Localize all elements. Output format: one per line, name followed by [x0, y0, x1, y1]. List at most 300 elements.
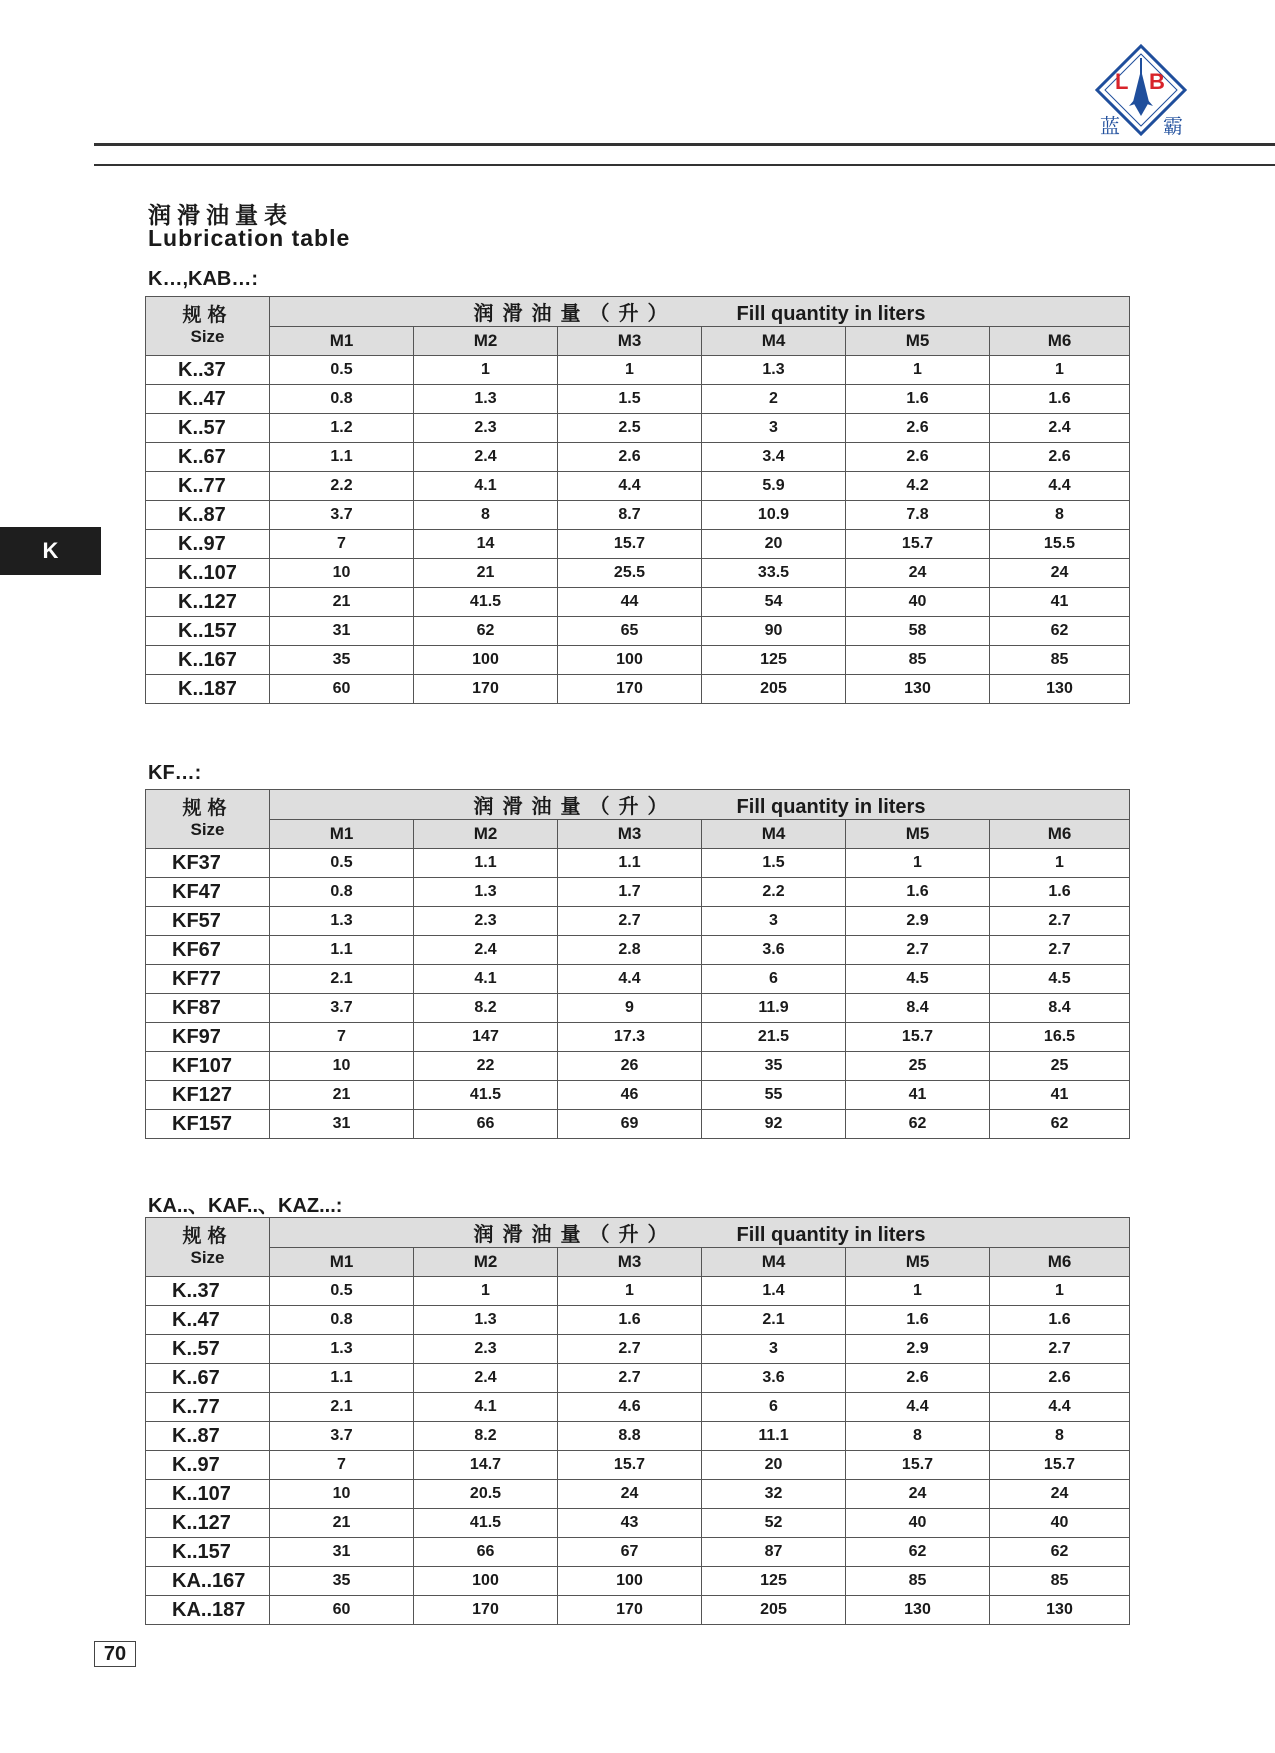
fill-quantity-header-en: Fill quantity in liters: [736, 1224, 926, 1246]
fill-quantity-cell: 7: [270, 1451, 414, 1480]
fill-quantity-cell: 10.9: [702, 501, 846, 530]
size-cell: K..187: [146, 675, 270, 704]
table-row: [146, 501, 1130, 530]
size-cell: K..127: [146, 588, 270, 617]
fill-quantity-cell: 1: [414, 356, 558, 385]
fill-quantity-cell: 2.4: [414, 443, 558, 472]
mounting-position-header: M1: [270, 1248, 414, 1277]
fill-quantity-cell: 4.1: [414, 965, 558, 994]
fill-quantity-cell: 8: [990, 1422, 1130, 1451]
fill-quantity-cell: 54: [702, 588, 846, 617]
fill-quantity-cell: 62: [990, 617, 1130, 646]
mounting-position-header: M6: [990, 327, 1130, 356]
mounting-position-header: M6: [990, 820, 1130, 849]
table-row: [146, 1480, 1130, 1509]
table-row: [146, 1023, 1130, 1052]
table-row: [146, 559, 1130, 588]
fill-quantity-header: [270, 297, 1130, 327]
fill-quantity-cell: 15.5: [990, 530, 1130, 559]
page-title-en: Lubrication table: [148, 225, 351, 251]
fill-quantity-cell: 4.1: [414, 1393, 558, 1422]
size-cell: K..77: [146, 1393, 270, 1422]
size-cell: KF47: [146, 878, 270, 907]
fill-quantity-cell: 24: [990, 559, 1130, 588]
fill-quantity-cell: 2.1: [270, 965, 414, 994]
fill-quantity-cell: 1.1: [558, 849, 702, 878]
fill-quantity-cell: 40: [990, 1509, 1130, 1538]
fill-quantity-cell: 10: [270, 1480, 414, 1509]
fill-quantity-cell: 3.6: [702, 1364, 846, 1393]
size-cell: K..67: [146, 443, 270, 472]
size-cell: K..57: [146, 1335, 270, 1364]
fill-quantity-cell: 8.8: [558, 1422, 702, 1451]
size-cell: K..97: [146, 1451, 270, 1480]
table-row: [146, 617, 1130, 646]
fill-quantity-cell: 2.3: [414, 907, 558, 936]
size-cell: K..37: [146, 356, 270, 385]
fill-quantity-cell: 205: [702, 1596, 846, 1625]
fill-quantity-cell: 147: [414, 1023, 558, 1052]
mounting-position-header: M3: [558, 327, 702, 356]
logo-letter-b: B: [1149, 69, 1165, 94]
fill-quantity-cell: 130: [990, 675, 1130, 704]
fill-quantity-cell: 7: [270, 1023, 414, 1052]
fill-quantity-cell: 1.1: [270, 936, 414, 965]
fill-quantity-cell: 22: [414, 1052, 558, 1081]
mounting-position-header: M2: [414, 1248, 558, 1277]
fill-quantity-cell: 66: [414, 1538, 558, 1567]
fill-quantity-cell: 31: [270, 617, 414, 646]
fill-quantity-cell: 0.8: [270, 1306, 414, 1335]
fill-quantity-cell: 1.3: [414, 385, 558, 414]
fill-quantity-cell: 2.8: [558, 936, 702, 965]
fill-quantity-cell: 25.5: [558, 559, 702, 588]
table-row: [146, 907, 1130, 936]
fill-quantity-cell: 87: [702, 1538, 846, 1567]
table-row: [146, 472, 1130, 501]
size-cell: K..87: [146, 501, 270, 530]
fill-quantity-cell: 20: [702, 530, 846, 559]
size-header-cn: 规格: [182, 797, 233, 819]
fill-quantity-cell: 1.6: [990, 1306, 1130, 1335]
fill-quantity-cell: 1.7: [558, 878, 702, 907]
mounting-position-header: M3: [558, 1248, 702, 1277]
fill-quantity-cell: 8.2: [414, 994, 558, 1023]
fill-quantity-cell: 62: [990, 1110, 1130, 1139]
fill-quantity-cell: 1.2: [270, 414, 414, 443]
fill-quantity-cell: 1.3: [270, 907, 414, 936]
fill-quantity-cell: 1.6: [846, 385, 990, 414]
fill-quantity-cell: 170: [558, 675, 702, 704]
fill-quantity-cell: 25: [990, 1052, 1130, 1081]
fill-quantity-cell: 41: [846, 1081, 990, 1110]
fill-quantity-cell: 21: [270, 1081, 414, 1110]
fill-quantity-cell: 21: [270, 588, 414, 617]
fill-quantity-cell: 3.6: [702, 936, 846, 965]
table-row: [146, 1277, 1130, 1306]
fill-quantity-cell: 2.9: [846, 1335, 990, 1364]
size-cell: K..167: [146, 646, 270, 675]
table-3-label: KA..、KAF..、KAZ...:: [148, 1195, 343, 1217]
lubrication-table-ka-kaf-kaz: [145, 1217, 1130, 1625]
size-cell: K..157: [146, 617, 270, 646]
mounting-position-header: M2: [414, 327, 558, 356]
fill-quantity-cell: 1: [558, 356, 702, 385]
fill-quantity-cell: 1.6: [846, 878, 990, 907]
fill-quantity-cell: 3.7: [270, 994, 414, 1023]
fill-quantity-cell: 5.9: [702, 472, 846, 501]
fill-quantity-cell: 2.6: [846, 414, 990, 443]
mounting-position-header: M3: [558, 820, 702, 849]
fill-quantity-header: [270, 790, 1130, 820]
table-row: [146, 675, 1130, 704]
fill-quantity-cell: 44: [558, 588, 702, 617]
size-cell: K..107: [146, 1480, 270, 1509]
fill-quantity-cell: 6: [702, 965, 846, 994]
fill-quantity-cell: 46: [558, 1081, 702, 1110]
fill-quantity-cell: 2.7: [990, 936, 1130, 965]
fill-quantity-cell: 1.1: [270, 443, 414, 472]
fill-quantity-header-en: Fill quantity in liters: [736, 303, 926, 325]
table-row: [146, 936, 1130, 965]
fill-quantity-cell: 100: [414, 646, 558, 675]
fill-quantity-cell: 3: [702, 1335, 846, 1364]
fill-quantity-cell: 26: [558, 1052, 702, 1081]
section-tab-k: K: [0, 527, 101, 575]
fill-quantity-cell: 90: [702, 617, 846, 646]
size-cell: KF37: [146, 849, 270, 878]
fill-quantity-cell: 8: [846, 1422, 990, 1451]
size-header-cn: 规格: [182, 304, 233, 326]
fill-quantity-cell: 21.5: [702, 1023, 846, 1052]
fill-quantity-cell: 2.3: [414, 1335, 558, 1364]
fill-quantity-cell: 1.6: [990, 878, 1130, 907]
fill-quantity-cell: 0.5: [270, 1277, 414, 1306]
fill-quantity-cell: 2.6: [990, 443, 1130, 472]
fill-quantity-cell: 4.1: [414, 472, 558, 501]
table-row: [146, 849, 1130, 878]
mounting-position-header: M5: [846, 327, 990, 356]
fill-quantity-cell: 130: [990, 1596, 1130, 1625]
fill-quantity-cell: 9: [558, 994, 702, 1023]
fill-quantity-header-cn: 润滑油量（升）: [473, 794, 677, 818]
fill-quantity-cell: 1: [990, 849, 1130, 878]
fill-quantity-cell: 8.4: [990, 994, 1130, 1023]
size-cell: KF107: [146, 1052, 270, 1081]
fill-quantity-cell: 1.5: [558, 385, 702, 414]
size-cell: KF77: [146, 965, 270, 994]
fill-quantity-cell: 0.5: [270, 849, 414, 878]
fill-quantity-cell: 1.3: [270, 1335, 414, 1364]
size-cell: K..157: [146, 1538, 270, 1567]
fill-quantity-cell: 10: [270, 1052, 414, 1081]
fill-quantity-cell: 31: [270, 1110, 414, 1139]
fill-quantity-cell: 170: [558, 1596, 702, 1625]
fill-quantity-cell: 4.5: [846, 965, 990, 994]
fill-quantity-cell: 2: [702, 385, 846, 414]
fill-quantity-cell: 4.4: [558, 965, 702, 994]
fill-quantity-cell: 20.5: [414, 1480, 558, 1509]
size-cell: K..87: [146, 1422, 270, 1451]
fill-quantity-header-cn: 润滑油量（升）: [473, 1222, 677, 1246]
size-column-header: [146, 1218, 270, 1277]
size-cell: KA..167: [146, 1567, 270, 1596]
table-row: [146, 1596, 1130, 1625]
size-cell: K..67: [146, 1364, 270, 1393]
fill-quantity-cell: 11.9: [702, 994, 846, 1023]
fill-quantity-cell: 0.8: [270, 878, 414, 907]
fill-quantity-cell: 3: [702, 907, 846, 936]
fill-quantity-cell: 35: [702, 1052, 846, 1081]
size-cell: K..107: [146, 559, 270, 588]
fill-quantity-cell: 69: [558, 1110, 702, 1139]
fill-quantity-cell: 2.7: [558, 1364, 702, 1393]
table-row: [146, 1081, 1130, 1110]
fill-quantity-cell: 35: [270, 646, 414, 675]
fill-quantity-cell: 2.7: [990, 1335, 1130, 1364]
table-row: [146, 1567, 1130, 1596]
table-row: [146, 878, 1130, 907]
fill-quantity-cell: 2.6: [558, 443, 702, 472]
fill-quantity-cell: 2.4: [414, 1364, 558, 1393]
fill-quantity-cell: 1.3: [414, 878, 558, 907]
fill-quantity-cell: 100: [558, 1567, 702, 1596]
table-row: [146, 1110, 1130, 1139]
fill-quantity-cell: 20: [702, 1451, 846, 1480]
fill-quantity-cell: 100: [558, 646, 702, 675]
fill-quantity-cell: 125: [702, 646, 846, 675]
fill-quantity-cell: 8.2: [414, 1422, 558, 1451]
fill-quantity-cell: 7: [270, 530, 414, 559]
fill-quantity-cell: 15.7: [846, 1451, 990, 1480]
table-row: [146, 443, 1130, 472]
table-row: [146, 1335, 1130, 1364]
table-row: [146, 414, 1130, 443]
fill-quantity-cell: 1.3: [702, 356, 846, 385]
mounting-position-header: M1: [270, 820, 414, 849]
size-cell: K..47: [146, 385, 270, 414]
fill-quantity-cell: 8.7: [558, 501, 702, 530]
table-row: [146, 530, 1130, 559]
header-rule-top: [94, 143, 1275, 146]
fill-quantity-cell: 33.5: [702, 559, 846, 588]
mounting-position-header: M5: [846, 820, 990, 849]
fill-quantity-cell: 40: [846, 1509, 990, 1538]
fill-quantity-cell: 4.4: [846, 1393, 990, 1422]
fill-quantity-cell: 55: [702, 1081, 846, 1110]
fill-quantity-cell: 125: [702, 1567, 846, 1596]
fill-quantity-cell: 2.3: [414, 414, 558, 443]
fill-quantity-cell: 41.5: [414, 588, 558, 617]
fill-quantity-cell: 14.7: [414, 1451, 558, 1480]
fill-quantity-cell: 17.3: [558, 1023, 702, 1052]
fill-quantity-cell: 15.7: [990, 1451, 1130, 1480]
fill-quantity-cell: 1.5: [702, 849, 846, 878]
fill-quantity-cell: 1: [990, 1277, 1130, 1306]
fill-quantity-cell: 24: [846, 559, 990, 588]
mounting-position-header: M4: [702, 820, 846, 849]
fill-quantity-cell: 32: [702, 1480, 846, 1509]
size-cell: KF157: [146, 1110, 270, 1139]
fill-quantity-cell: 2.6: [846, 1364, 990, 1393]
fill-quantity-cell: 205: [702, 675, 846, 704]
size-cell: K..47: [146, 1306, 270, 1335]
size-cell: KF57: [146, 907, 270, 936]
fill-quantity-cell: 3.7: [270, 501, 414, 530]
size-cell: K..37: [146, 1277, 270, 1306]
fill-quantity-cell: 0.5: [270, 356, 414, 385]
table-row: [146, 1451, 1130, 1480]
fill-quantity-cell: 60: [270, 1596, 414, 1625]
fill-quantity-cell: 65: [558, 617, 702, 646]
fill-quantity-cell: 85: [846, 646, 990, 675]
fill-quantity-cell: 4.5: [990, 965, 1130, 994]
fill-quantity-cell: 4.4: [558, 472, 702, 501]
fill-quantity-cell: 43: [558, 1509, 702, 1538]
fill-quantity-cell: 4.4: [990, 472, 1130, 501]
fill-quantity-cell: 41.5: [414, 1081, 558, 1110]
fill-quantity-cell: 2.2: [270, 472, 414, 501]
fill-quantity-cell: 170: [414, 1596, 558, 1625]
fill-quantity-cell: 1.3: [414, 1306, 558, 1335]
fill-quantity-cell: 7.8: [846, 501, 990, 530]
fill-quantity-cell: 2.7: [558, 1335, 702, 1364]
fill-quantity-cell: 170: [414, 675, 558, 704]
fill-quantity-cell: 24: [990, 1480, 1130, 1509]
fill-quantity-cell: 15.7: [558, 530, 702, 559]
fill-quantity-cell: 85: [990, 1567, 1130, 1596]
fill-quantity-cell: 100: [414, 1567, 558, 1596]
fill-quantity-cell: 1.1: [270, 1364, 414, 1393]
fill-quantity-cell: 1: [846, 1277, 990, 1306]
size-column-header: [146, 790, 270, 849]
logo-cn-right: 霸: [1163, 114, 1183, 138]
table-row: [146, 994, 1130, 1023]
mounting-position-header: M4: [702, 1248, 846, 1277]
fill-quantity-cell: 1.1: [414, 849, 558, 878]
fill-quantity-cell: 6: [702, 1393, 846, 1422]
fill-quantity-cell: 3: [702, 414, 846, 443]
fill-quantity-cell: 31: [270, 1538, 414, 1567]
fill-quantity-cell: 41: [990, 1081, 1130, 1110]
table-row: [146, 1393, 1130, 1422]
table-2-label: KF…:: [148, 762, 202, 784]
fill-quantity-cell: 2.2: [702, 878, 846, 907]
fill-quantity-cell: 66: [414, 1110, 558, 1139]
size-cell: K..77: [146, 472, 270, 501]
fill-quantity-cell: 24: [558, 1480, 702, 1509]
logo-letter-l: L: [1115, 69, 1129, 94]
fill-quantity-cell: 0.8: [270, 385, 414, 414]
fill-quantity-header-en: Fill quantity in liters: [736, 796, 926, 818]
fill-quantity-cell: 10: [270, 559, 414, 588]
table-row: [146, 646, 1130, 675]
fill-quantity-cell: 2.9: [846, 907, 990, 936]
fill-quantity-cell: 62: [990, 1538, 1130, 1567]
fill-quantity-cell: 15.7: [846, 1023, 990, 1052]
size-cell: KF97: [146, 1023, 270, 1052]
table-row: [146, 385, 1130, 414]
fill-quantity-cell: 24: [846, 1480, 990, 1509]
table-row: [146, 1306, 1130, 1335]
fill-quantity-cell: 2.7: [558, 907, 702, 936]
fill-quantity-cell: 4.4: [990, 1393, 1130, 1422]
fill-quantity-cell: 8: [990, 501, 1130, 530]
fill-quantity-header-cn: 润滑油量（升）: [473, 301, 677, 325]
size-header-en: Size: [190, 1248, 225, 1267]
fill-quantity-cell: 67: [558, 1538, 702, 1567]
table-row: [146, 1422, 1130, 1451]
fill-quantity-cell: 8.4: [846, 994, 990, 1023]
logo-cn-left: 蓝: [1100, 114, 1120, 138]
fill-quantity-cell: 62: [414, 617, 558, 646]
fill-quantity-cell: 15.7: [558, 1451, 702, 1480]
fill-quantity-cell: 11.1: [702, 1422, 846, 1451]
fill-quantity-cell: 25: [846, 1052, 990, 1081]
size-header-cn: 规格: [182, 1225, 233, 1247]
page-title-cn: 润滑油量表: [148, 203, 293, 229]
fill-quantity-cell: 4.6: [558, 1393, 702, 1422]
table-row: [146, 1538, 1130, 1567]
size-cell: KF67: [146, 936, 270, 965]
fill-quantity-cell: 62: [846, 1110, 990, 1139]
fill-quantity-cell: 2.4: [414, 936, 558, 965]
fill-quantity-cell: 1: [558, 1277, 702, 1306]
fill-quantity-cell: 58: [846, 617, 990, 646]
fill-quantity-cell: 3.7: [270, 1422, 414, 1451]
fill-quantity-cell: 2.7: [846, 936, 990, 965]
fill-quantity-cell: 1: [990, 356, 1130, 385]
fill-quantity-cell: 16.5: [990, 1023, 1130, 1052]
fill-quantity-cell: 2.4: [990, 414, 1130, 443]
page-number: 70: [94, 1641, 136, 1667]
fill-quantity-cell: 2.7: [990, 907, 1130, 936]
fill-quantity-cell: 92: [702, 1110, 846, 1139]
fill-quantity-cell: 2.1: [702, 1306, 846, 1335]
size-cell: KF87: [146, 994, 270, 1023]
table-1-label: K…,KAB…:: [148, 268, 258, 290]
fill-quantity-cell: 52: [702, 1509, 846, 1538]
fill-quantity-cell: 1: [846, 356, 990, 385]
table-row: [146, 965, 1130, 994]
table-row: [146, 1364, 1130, 1393]
mounting-position-header: M6: [990, 1248, 1130, 1277]
fill-quantity-cell: 2.5: [558, 414, 702, 443]
size-cell: KA..187: [146, 1596, 270, 1625]
fill-quantity-cell: 4.2: [846, 472, 990, 501]
fill-quantity-cell: 1: [846, 849, 990, 878]
table-row: [146, 356, 1130, 385]
size-cell: KF127: [146, 1081, 270, 1110]
fill-quantity-cell: 60: [270, 675, 414, 704]
table-row: [146, 588, 1130, 617]
fill-quantity-cell: 35: [270, 1567, 414, 1596]
mounting-position-header: M5: [846, 1248, 990, 1277]
fill-quantity-cell: 14: [414, 530, 558, 559]
fill-quantity-cell: 8: [414, 501, 558, 530]
fill-quantity-cell: 3.4: [702, 443, 846, 472]
fill-quantity-cell: 1.6: [846, 1306, 990, 1335]
fill-quantity-cell: 2.6: [846, 443, 990, 472]
size-cell: K..127: [146, 1509, 270, 1538]
fill-quantity-cell: 1.6: [990, 385, 1130, 414]
table-row: [146, 1052, 1130, 1081]
fill-quantity-header: [270, 1218, 1130, 1248]
fill-quantity-cell: 15.7: [846, 530, 990, 559]
fill-quantity-cell: 21: [270, 1509, 414, 1538]
size-column-header: [146, 297, 270, 356]
fill-quantity-cell: 2.1: [270, 1393, 414, 1422]
